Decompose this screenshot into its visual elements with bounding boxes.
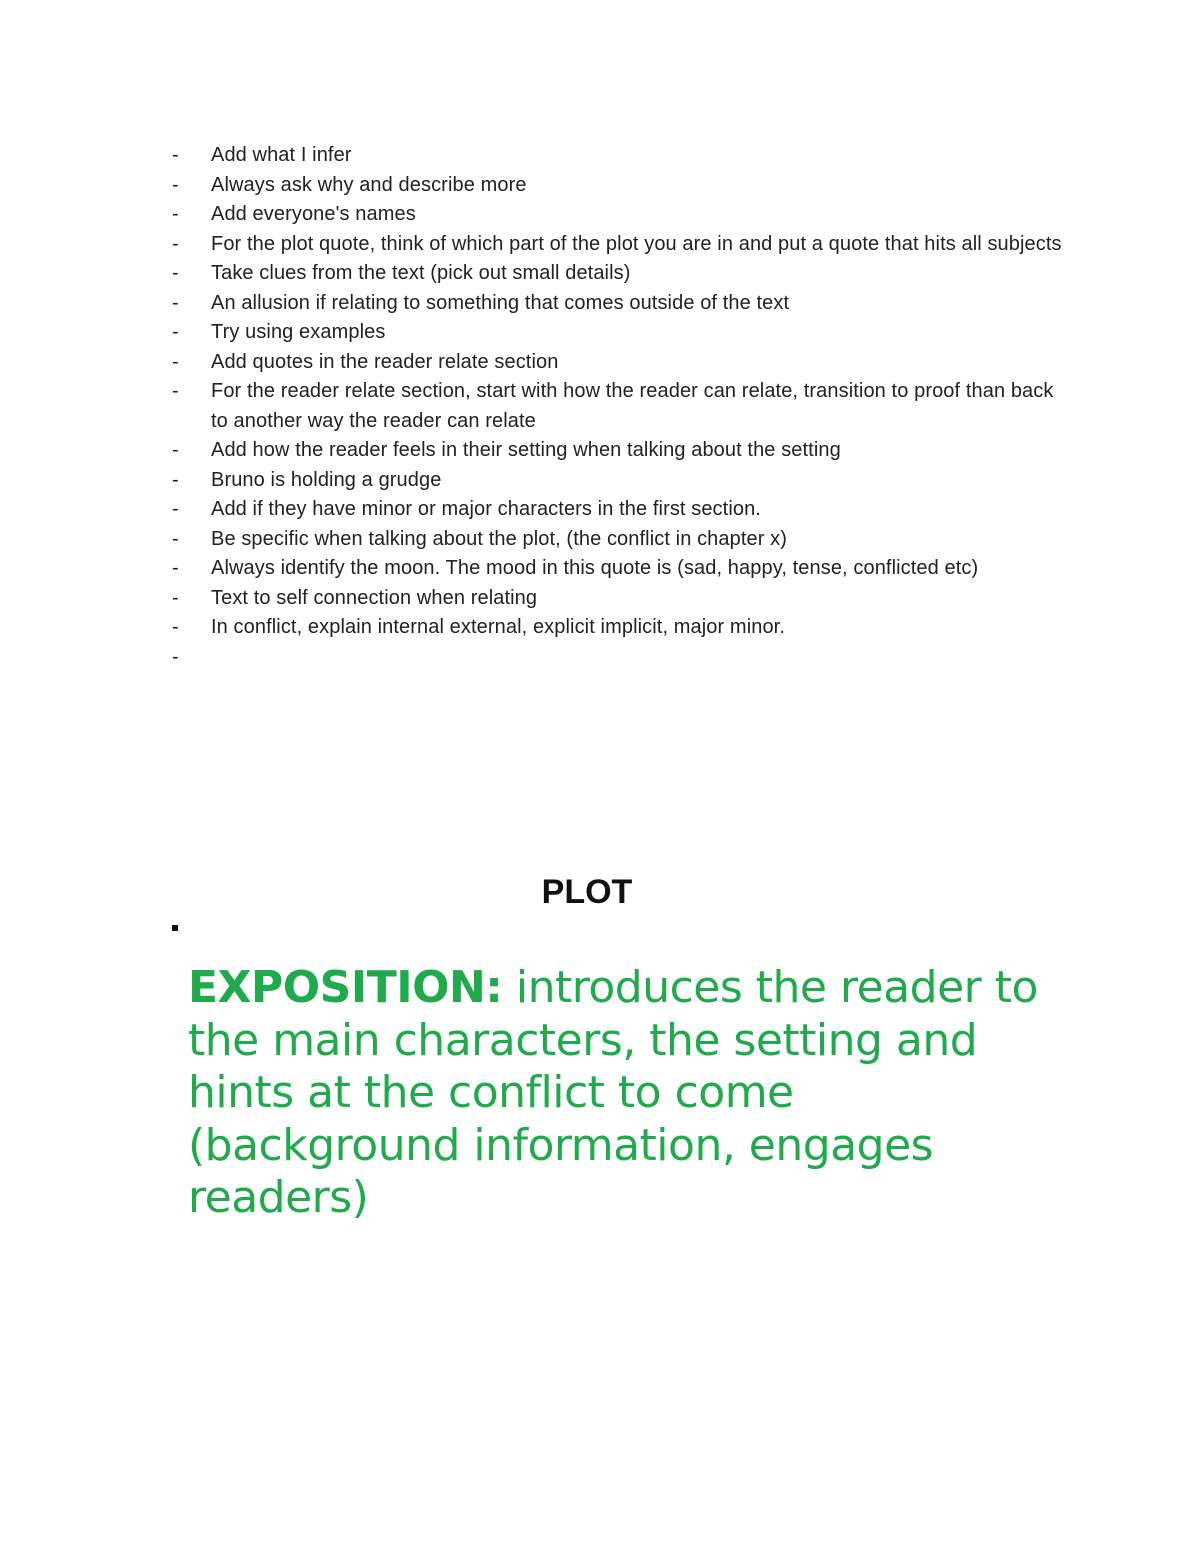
note-item	[172, 171, 1072, 201]
note-item	[172, 230, 1072, 260]
dash-bullet: -	[172, 439, 179, 461]
note-item	[172, 141, 1072, 171]
note-item	[172, 259, 1072, 289]
dash-bullet: -	[172, 616, 179, 638]
note-item	[172, 318, 1072, 348]
dash-bullet: -	[172, 291, 179, 314]
note-item	[172, 643, 1072, 673]
dash-bullet: -	[172, 144, 179, 166]
note-text: Always ask why and describe more	[211, 173, 527, 196]
note-text: For the plot quote, think of which part of the plot you are in and put a quote that hits all subjects	[211, 232, 1062, 255]
note-item	[172, 525, 1072, 555]
exposition-text: introduces the reader to the main characters, the setting and hints at the conflict to come (background information, engages readers)	[188, 962, 1038, 1223]
exposition-term: EXPOSITION:	[188, 962, 503, 1013]
note-text: Add if they have minor or major characters in the first section.	[211, 498, 761, 520]
note-item	[172, 436, 1072, 466]
note-text: Take clues from the text (pick out small details)	[211, 262, 631, 284]
dash-bullet: -	[172, 645, 179, 668]
square-bullet-icon	[172, 925, 178, 931]
note-item	[172, 466, 1072, 496]
note-item	[172, 495, 1072, 525]
dash-bullet: -	[172, 203, 179, 225]
note-text: Be specific when talking about the plot, (the conflict in chapter x)	[211, 527, 787, 550]
plot-heading: PLOT	[541, 873, 633, 911]
dash-bullet: -	[172, 527, 179, 550]
dash-bullet: -	[172, 321, 179, 343]
dash-bullet: -	[172, 498, 179, 520]
note-item	[172, 200, 1072, 230]
dash-bullet: -	[172, 586, 179, 609]
dash-bullet: -	[172, 173, 179, 196]
dash-bullet: -	[172, 380, 179, 402]
note-text: Add everyone's names	[211, 203, 416, 225]
note-item	[172, 348, 1072, 378]
note-text: Always identify the moon. The mood in this quote is (sad, happy, tense, conflicted etc)	[211, 557, 979, 579]
note-text: Text to self connection when relating	[211, 586, 538, 609]
note-item	[172, 613, 1072, 643]
note-text: For the reader relate section, start with how the reader can relate, transition to proof than back to another way the reader can relate	[211, 380, 1054, 432]
note-text	[211, 643, 1072, 673]
notes-list	[172, 141, 1072, 672]
note-item	[172, 554, 1072, 584]
dash-bullet: -	[172, 232, 179, 255]
note-text: In conflict, explain internal external, explicit implicit, major minor.	[211, 616, 785, 638]
dash-bullet: -	[172, 468, 179, 491]
note-text: An allusion if relating to something that comes outside of the text	[211, 291, 790, 314]
note-text: Add quotes in the reader relate section	[211, 350, 559, 373]
note-text: Add what I infer	[211, 144, 352, 166]
dash-bullet: -	[172, 350, 179, 373]
note-text: Add how the reader feels in their setting when talking about the setting	[211, 439, 841, 461]
note-text: Try using examples	[211, 321, 386, 343]
note-item	[172, 377, 1072, 436]
exposition-definition	[188, 962, 1038, 1225]
note-item	[172, 584, 1072, 614]
note-text: Bruno is holding a grudge	[211, 468, 442, 491]
dash-bullet: -	[172, 262, 179, 284]
note-item	[172, 289, 1072, 319]
dash-bullet: -	[172, 557, 179, 579]
